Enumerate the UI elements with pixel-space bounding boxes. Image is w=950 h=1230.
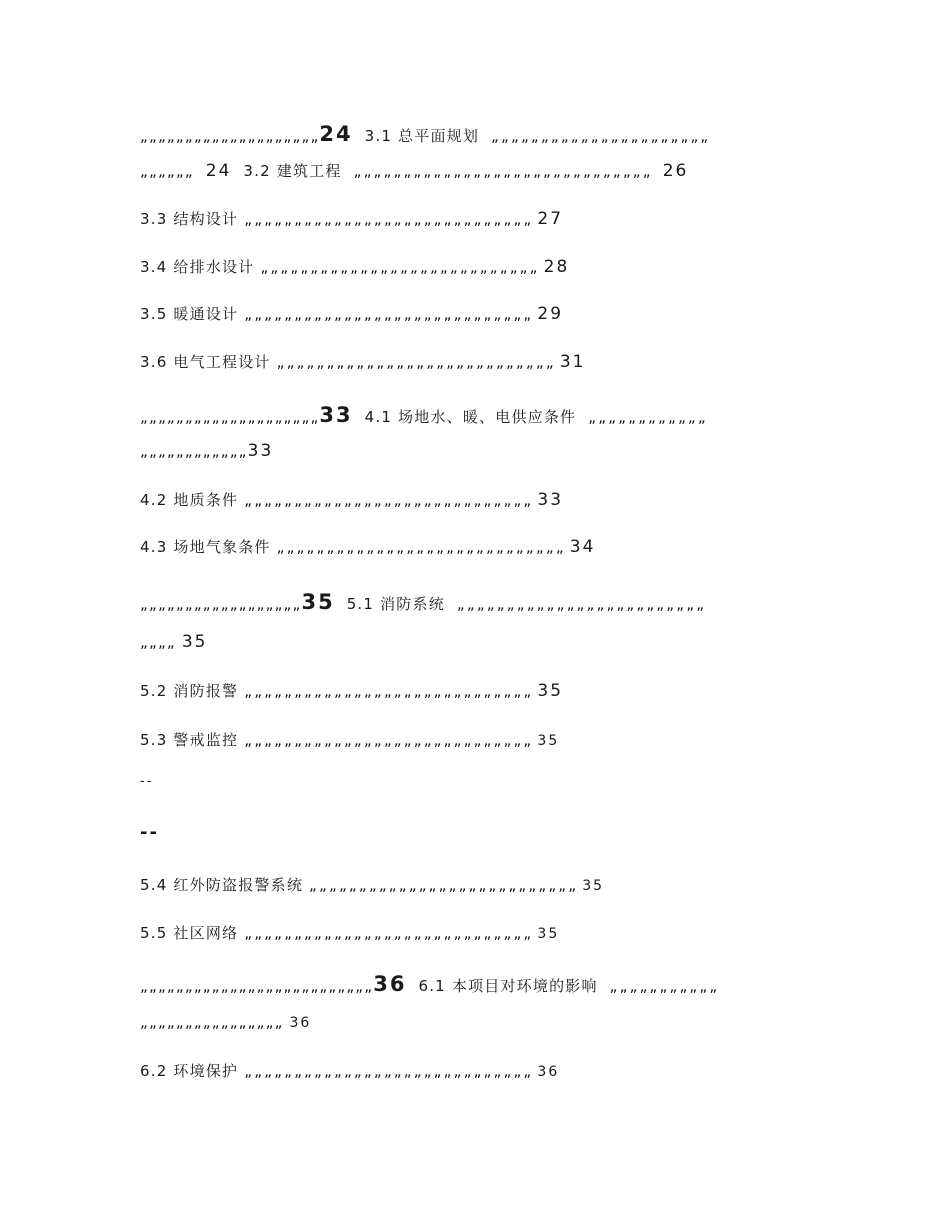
leader-dots: „„„„„„„„„„„„„„„„„„„„„„„„„„„„„ — [244, 1062, 534, 1080]
toc-line — [140, 1013, 311, 1031]
toc-line — [140, 874, 604, 895]
leader-dots: „„„„„„„„„„„ — [609, 977, 720, 995]
leader-dots: „„„„„„„„„„„„„„„„„„„„„„„„„„„„„ — [244, 924, 534, 942]
toc-line — [140, 590, 710, 614]
entry-title: 3.6 电气工程设计 — [140, 353, 271, 371]
page-number: 35 — [537, 926, 560, 942]
toc-line — [140, 160, 688, 181]
toc-line — [140, 489, 563, 510]
toc-line — [140, 680, 563, 701]
leader-dots: „„„„„„„„„„„„„„„„„„„„ — [140, 408, 320, 426]
page-number: 26 — [662, 161, 689, 181]
entry-title: 5.4 红外防盗报警系统 — [140, 876, 304, 894]
toc-line — [140, 122, 714, 146]
toc-line — [140, 351, 585, 372]
toc-line — [140, 972, 723, 996]
page-number: 29 — [537, 304, 564, 324]
entry-title: 3.5 暖通设计 — [140, 305, 239, 323]
leader-dots: „„„„„„ — [140, 162, 194, 180]
leader-dots: „„„„„„„„„„„„ — [588, 408, 708, 426]
page-number: 28 — [543, 257, 570, 277]
entry-title: 4.2 地质条件 — [140, 491, 239, 509]
leader-dots: „„„„„„„„„„„„„„„„„„„„„„„„„„„„„ — [244, 210, 534, 228]
page-number: 34 — [569, 537, 596, 557]
leader-dots: „„„„„„„„„„„„„„„„„„„„„„„„„„„„„ — [244, 491, 534, 509]
leader-dots: „„„„„„„„„„„„„„„„„„„„„„„„„„„„„ — [244, 731, 534, 749]
leader-dots: „„„„„„„„„„„„„„„„„„„„„„„„„„„„„ — [244, 682, 534, 700]
entry-title: 5.2 消防报警 — [140, 682, 239, 700]
entry-title: 5.5 社区网络 — [140, 924, 239, 942]
page-number: 35 — [301, 590, 335, 614]
entry-title: 5.1 消防系统 — [346, 595, 445, 613]
leader-dots: „„„„„„„„„„„„„„„„„„„„„„„„„„„„„„ — [353, 162, 653, 180]
leader-dots: „„„„„„„„„„„„„„„„ — [140, 1013, 284, 1031]
toc-line — [140, 208, 563, 229]
leader-dots: „„„„„„„„„„„„„„„„„„„„„„„„„„„„„ — [276, 538, 566, 556]
toc-line — [140, 729, 559, 750]
page-number: 35 — [582, 878, 605, 894]
entry-title: 3.2 建筑工程 — [243, 162, 342, 180]
page-number: 31 — [559, 352, 586, 372]
page-number: 33 — [247, 441, 274, 461]
leader-dots: „„„„„„„„„„„„„„„„„„„„„„„„„„„„ — [260, 258, 540, 276]
leader-dots: „„„„„„„„„„„„„„„„„„„„„„„„„„„„„ — [244, 305, 534, 323]
entry-title: 5.3 警戒监控 — [140, 731, 239, 749]
leader-dots: „„„„„„„„„„„„„„„„„„ — [140, 595, 302, 613]
leader-dots: „„„„ — [140, 633, 176, 651]
page-number: 33 — [319, 403, 353, 427]
page-number: 27 — [537, 209, 564, 229]
toc-line — [140, 922, 559, 943]
toc-line — [140, 536, 595, 557]
leader-dots: „„„„„„„„„„„„„„„„„„„„„„„„„„ — [140, 977, 374, 995]
entry-title: 3.3 结构设计 — [140, 210, 239, 228]
leader-dots: „„„„„„„„„„„„„„„„„„„„„„„„„„„ — [309, 876, 579, 894]
leader-dots: „„„„„„„„„„„„„„„„„„„„„„„„„ — [456, 595, 707, 613]
toc-line — [140, 256, 569, 277]
toc-line — [140, 441, 273, 461]
entry-title: 3.4 给排水设计 — [140, 258, 255, 276]
page-number: 36 — [373, 972, 407, 996]
entry-title: 3.1 总平面规划 — [364, 127, 480, 145]
leader-dots: „„„„„„„„„„„„ — [140, 442, 248, 460]
page-number: 24 — [205, 161, 232, 181]
leader-dots: „„„„„„„„„„„„„„„„„„„„ — [140, 127, 320, 145]
page-number: 24 — [319, 122, 353, 146]
toc-line — [140, 1060, 559, 1081]
page-number: 35 — [537, 733, 560, 749]
page-number: 36 — [289, 1015, 312, 1031]
leader-dots: „„„„„„„„„„„„„„„„„„„„„„„„„„„„ — [276, 353, 556, 371]
entry-title: 6.2 环境保护 — [140, 1062, 239, 1080]
entry-title: 4.1 场地水、暖、电供应条件 — [364, 408, 577, 426]
page-separator: -- — [140, 822, 159, 843]
leader-dots: „„„„„„„„„„„„„„„„„„„„„„ — [491, 127, 711, 145]
toc-line — [140, 403, 712, 427]
page-number: 33 — [537, 490, 564, 510]
entry-title: 4.3 场地气象条件 — [140, 538, 271, 556]
page-number: 35 — [181, 632, 208, 652]
toc-line — [140, 632, 208, 652]
toc-line — [140, 303, 563, 324]
entry-title: 6.1 本项目对环境的影响 — [418, 977, 598, 995]
page-number: 36 — [537, 1064, 560, 1080]
page-separator: -- — [140, 774, 154, 789]
page-number: 35 — [537, 681, 564, 701]
